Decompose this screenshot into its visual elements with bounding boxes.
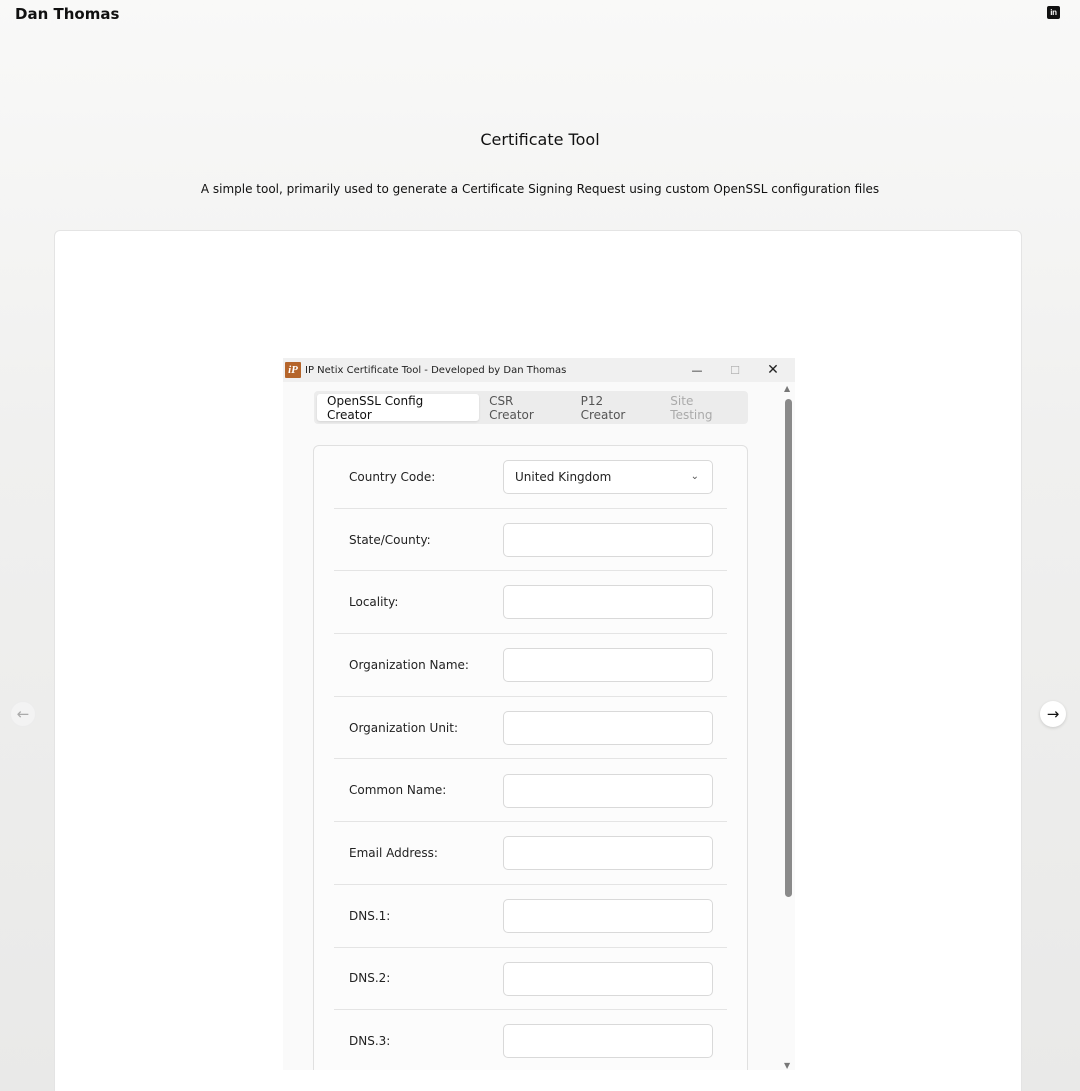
app-window-title: IP Netix Certificate Tool - Developed by Dan Thomas xyxy=(305,364,567,376)
common-name-input[interactable] xyxy=(503,774,713,808)
form-row-org-unit xyxy=(334,697,727,760)
organization-unit-input[interactable] xyxy=(503,711,713,745)
email-address-input[interactable] xyxy=(503,836,713,870)
organization-name-input[interactable] xyxy=(503,648,713,682)
form-row-state xyxy=(334,509,727,572)
vertical-scrollbar[interactable] xyxy=(783,384,795,1070)
tab-p12-creator[interactable]: P12 Creator xyxy=(580,393,626,422)
site-name[interactable]: Dan Thomas xyxy=(15,5,120,23)
page-title: Certificate Tool xyxy=(480,130,600,149)
minimize-button[interactable]: — xyxy=(691,363,703,377)
form-row-locality xyxy=(334,571,727,634)
locality-input[interactable] xyxy=(503,585,713,619)
form-row-dns2 xyxy=(334,948,727,1011)
tab-site-testing: Site Testing xyxy=(670,393,713,422)
config-form xyxy=(313,445,748,1070)
app-logo-icon: iP xyxy=(285,362,301,378)
carousel-prev-button[interactable] xyxy=(10,701,36,727)
locality-label: Locality: xyxy=(349,595,399,610)
country-code-label: Country Code: xyxy=(349,469,436,484)
app-window xyxy=(283,358,795,1070)
dns3-label: DNS.3: xyxy=(349,1034,391,1049)
maximize-button[interactable]: ☐ xyxy=(730,363,740,377)
country-code-value: United Kingdom xyxy=(515,470,612,484)
arrow-left-icon: ← xyxy=(16,705,30,723)
dns1-input[interactable] xyxy=(503,899,713,933)
close-button[interactable]: ✕ xyxy=(767,362,779,378)
linkedin-icon[interactable]: in xyxy=(1047,6,1060,19)
tab-openssl-config-creator[interactable]: OpenSSL Config Creator xyxy=(317,394,479,421)
scroll-up-icon[interactable]: ▲ xyxy=(784,384,791,393)
common-name-label: Common Name: xyxy=(349,783,447,798)
form-row-org-name xyxy=(334,634,727,697)
page-description: A simple tool, primarily used to generate a Certificate Signing Request using custom OpenSSL configuration files xyxy=(200,182,880,196)
carousel-next-button[interactable] xyxy=(1040,701,1066,727)
form-row-dns1 xyxy=(334,885,727,948)
country-code-select[interactable] xyxy=(503,460,713,494)
form-row-country xyxy=(334,446,727,509)
organization-unit-label: Organization Unit: xyxy=(349,720,459,735)
state-county-label: State/County: xyxy=(349,532,431,547)
form-row-email xyxy=(334,822,727,885)
dns2-input[interactable] xyxy=(503,962,713,996)
form-row-dns3 xyxy=(334,1010,727,1070)
organization-name-label: Organization Name: xyxy=(349,657,469,672)
chevron-down-icon: ⌄ xyxy=(690,471,699,482)
arrow-right-icon: → xyxy=(1046,705,1060,723)
form-row-common-name xyxy=(334,760,727,823)
dns2-label: DNS.2: xyxy=(349,971,391,986)
app-titlebar xyxy=(283,358,795,382)
tab-bar xyxy=(314,391,748,424)
email-address-label: Email Address: xyxy=(349,846,438,861)
dns1-label: DNS.1: xyxy=(349,908,391,923)
scroll-down-icon[interactable]: ▼ xyxy=(784,1061,791,1070)
tab-csr-creator[interactable]: CSR Creator xyxy=(489,393,534,422)
scrollbar-thumb[interactable] xyxy=(785,399,792,897)
dns3-input[interactable] xyxy=(503,1024,713,1058)
state-county-input[interactable] xyxy=(503,523,713,557)
